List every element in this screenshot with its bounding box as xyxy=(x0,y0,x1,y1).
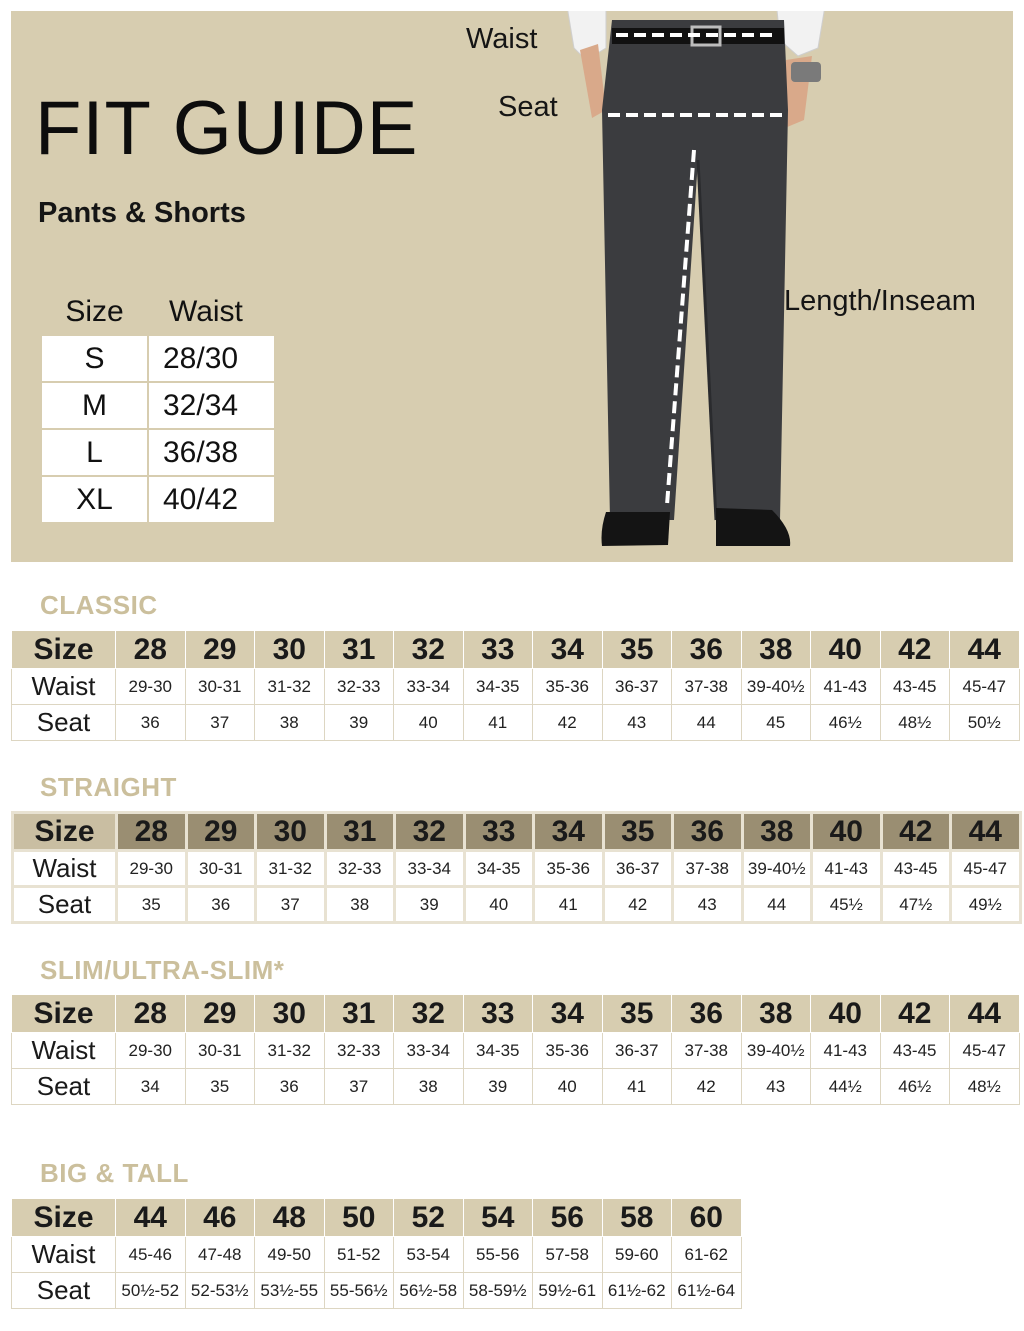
size-cell: 28 xyxy=(116,995,186,1033)
size-cell: 33 xyxy=(463,995,533,1033)
waist-cell: 45-46 xyxy=(116,1237,186,1273)
waist-cell: 33-34 xyxy=(395,851,465,887)
seat-row-label: Seat xyxy=(12,1273,116,1309)
seat-cell: 37 xyxy=(324,1069,394,1105)
waist-row-label: Waist xyxy=(13,851,117,887)
size-cell: 54 xyxy=(463,1199,533,1237)
waist-cell: 59-60 xyxy=(602,1237,672,1273)
size-cell: 48 xyxy=(255,1199,325,1237)
waist-cell: 30-31 xyxy=(186,851,256,887)
size-row xyxy=(12,631,1020,669)
waist-cell: 37-38 xyxy=(672,669,742,705)
size-row-label: Size xyxy=(12,995,116,1033)
size-cell: 42 xyxy=(881,813,951,851)
waist-cell: 49-50 xyxy=(255,1237,325,1273)
seat-cell: 43 xyxy=(741,1069,811,1105)
seat-cell: 39 xyxy=(395,887,465,923)
size-cell: 32 xyxy=(394,631,464,669)
seat-cell: 41 xyxy=(602,1069,672,1105)
waist-cell: 34-35 xyxy=(464,851,534,887)
seat-cell: 40 xyxy=(394,705,464,741)
seat-cell: 50½-52 xyxy=(116,1273,186,1309)
waist-row-label: Waist xyxy=(12,1033,116,1069)
waist-cell: 34-35 xyxy=(463,1033,533,1069)
size-cell: M xyxy=(41,382,148,429)
size-row xyxy=(41,382,275,429)
size-cell: 52 xyxy=(394,1199,464,1237)
seat-cell: 38 xyxy=(394,1069,464,1105)
size-cell: 35 xyxy=(603,813,673,851)
waist-cell: 36-37 xyxy=(603,851,673,887)
waist-cell: 37-38 xyxy=(673,851,743,887)
size-cell: XL xyxy=(41,476,148,523)
seat-row xyxy=(12,1069,1020,1105)
size-cell: 34 xyxy=(533,631,603,669)
waist-cell: 43-45 xyxy=(880,669,950,705)
waist-cell: 41-43 xyxy=(811,1033,881,1069)
waist-cell: 53-54 xyxy=(394,1237,464,1273)
seat-cell: 35 xyxy=(185,1069,255,1105)
size-cell: 29 xyxy=(185,631,255,669)
section-title-slim: SLIM/ULTRA-SLIM* xyxy=(40,955,285,985)
seat-row-label: Seat xyxy=(13,887,117,923)
size-cell: 46 xyxy=(185,1199,255,1237)
waist-row xyxy=(13,851,1021,887)
size-cell: 38 xyxy=(742,813,812,851)
seat-row xyxy=(13,887,1021,923)
waist-cell: 43-45 xyxy=(880,1033,950,1069)
size-cell: 38 xyxy=(741,995,811,1033)
size-cell: 33 xyxy=(463,631,533,669)
waist-cell: 43-45 xyxy=(881,851,951,887)
hero-panel xyxy=(11,11,1013,562)
waist-cell: 57-58 xyxy=(533,1237,603,1273)
seat-cell: 34 xyxy=(116,1069,186,1105)
waist-cell: 45-47 xyxy=(950,1033,1020,1069)
size-row xyxy=(41,476,275,523)
waist-header: Waist xyxy=(148,288,275,335)
size-cell: S xyxy=(41,335,148,382)
waist-cell: 37-38 xyxy=(672,1033,742,1069)
seat-cell: 59½-61 xyxy=(533,1273,603,1309)
size-cell: 31 xyxy=(325,813,395,851)
size-cell: 29 xyxy=(185,995,255,1033)
seat-cell: 56½-58 xyxy=(394,1273,464,1309)
size-cell: 36 xyxy=(672,631,742,669)
seat-cell: 53½-55 xyxy=(255,1273,325,1309)
size-cell: 42 xyxy=(880,631,950,669)
size-waist-header xyxy=(41,288,275,335)
size-cell: 40 xyxy=(812,813,882,851)
seat-label: Seat xyxy=(498,91,558,123)
size-cell: 32 xyxy=(394,995,464,1033)
size-cell: 35 xyxy=(602,995,672,1033)
section-title-classic: CLASSIC xyxy=(40,590,158,620)
size-cell: 44 xyxy=(950,631,1020,669)
seat-cell: 61½-64 xyxy=(672,1273,742,1309)
waist-cell: 33-34 xyxy=(394,1033,464,1069)
seat-cell: 46½ xyxy=(880,1069,950,1105)
seat-row xyxy=(12,1273,742,1309)
seat-cell: 41 xyxy=(463,705,533,741)
size-cell: 33 xyxy=(464,813,534,851)
size-cell: 30 xyxy=(256,813,326,851)
size-cell: 31 xyxy=(324,995,394,1033)
seat-cell: 43 xyxy=(602,705,672,741)
waist-cell: 61-62 xyxy=(672,1237,742,1273)
seat-cell: 43 xyxy=(673,887,743,923)
waist-cell: 32/34 xyxy=(148,382,275,429)
waist-cell: 32-33 xyxy=(325,851,395,887)
waist-row xyxy=(12,1033,1020,1069)
size-cell: 40 xyxy=(811,995,881,1033)
waist-row xyxy=(12,669,1020,705)
length-inseam-label: Length/Inseam xyxy=(784,285,976,317)
size-cell: 40 xyxy=(811,631,881,669)
waist-cell: 47-48 xyxy=(185,1237,255,1273)
waist-cell: 41-43 xyxy=(812,851,882,887)
size-cell: 29 xyxy=(186,813,256,851)
seat-row xyxy=(12,705,1020,741)
slim-size-table xyxy=(11,994,1020,1105)
size-cell: 44 xyxy=(950,995,1020,1033)
waist-cell: 31-32 xyxy=(256,851,326,887)
seat-cell: 55-56½ xyxy=(324,1273,394,1309)
seat-cell: 40 xyxy=(464,887,534,923)
seat-cell: 45 xyxy=(741,705,811,741)
size-row xyxy=(12,995,1020,1033)
size-row-label: Size xyxy=(12,631,116,669)
waist-cell: 31-32 xyxy=(255,669,325,705)
size-cell: 30 xyxy=(255,995,325,1033)
size-cell: 34 xyxy=(533,995,603,1033)
size-cell: L xyxy=(41,429,148,476)
waist-cell: 33-34 xyxy=(394,669,464,705)
seat-cell: 37 xyxy=(256,887,326,923)
size-cell: 60 xyxy=(672,1199,742,1237)
size-cell: 34 xyxy=(534,813,604,851)
seat-cell: 39 xyxy=(463,1069,533,1105)
seat-cell: 42 xyxy=(533,705,603,741)
size-cell: 28 xyxy=(117,813,187,851)
waist-row xyxy=(12,1237,742,1273)
waist-cell: 36-37 xyxy=(602,1033,672,1069)
waist-cell: 31-32 xyxy=(255,1033,325,1069)
seat-cell: 42 xyxy=(672,1069,742,1105)
seat-cell: 42 xyxy=(603,887,673,923)
seat-row-label: Seat xyxy=(12,1069,116,1105)
waist-cell: 32-33 xyxy=(324,669,394,705)
size-row xyxy=(13,813,1021,851)
waist-cell: 29-30 xyxy=(117,851,187,887)
size-cell: 56 xyxy=(533,1199,603,1237)
waist-cell: 51-52 xyxy=(324,1237,394,1273)
waist-cell: 32-33 xyxy=(324,1033,394,1069)
waist-cell: 35-36 xyxy=(533,1033,603,1069)
waist-cell: 36-37 xyxy=(602,669,672,705)
waist-cell: 35-36 xyxy=(534,851,604,887)
waist-cell: 39-40½ xyxy=(741,1033,811,1069)
size-header: Size xyxy=(41,288,148,335)
section-title-big-tall: BIG & TALL xyxy=(40,1158,189,1188)
straight-size-table xyxy=(11,811,1022,924)
size-row xyxy=(41,429,275,476)
waist-cell: 29-30 xyxy=(116,1033,186,1069)
section-title-straight: STRAIGHT xyxy=(40,772,177,802)
size-row xyxy=(12,1199,742,1237)
seat-cell: 35 xyxy=(117,887,187,923)
seat-cell: 52-53½ xyxy=(185,1273,255,1309)
waist-cell: 41-43 xyxy=(811,669,881,705)
waist-cell: 36/38 xyxy=(148,429,275,476)
seat-cell: 36 xyxy=(116,705,186,741)
waist-cell: 55-56 xyxy=(463,1237,533,1273)
seat-cell: 36 xyxy=(186,887,256,923)
size-cell: 30 xyxy=(255,631,325,669)
size-row xyxy=(41,335,275,382)
waist-cell: 39-40½ xyxy=(742,851,812,887)
waist-cell: 40/42 xyxy=(148,476,275,523)
seat-cell: 40 xyxy=(533,1069,603,1105)
size-cell: 42 xyxy=(880,995,950,1033)
seat-cell: 49½ xyxy=(951,887,1021,923)
size-cell: 36 xyxy=(673,813,743,851)
size-cell: 44 xyxy=(951,813,1021,851)
seat-cell: 58-59½ xyxy=(463,1273,533,1309)
size-cell: 28 xyxy=(116,631,186,669)
big-tall-size-table xyxy=(11,1198,742,1309)
seat-cell: 37 xyxy=(185,705,255,741)
seat-cell: 41 xyxy=(534,887,604,923)
size-cell: 31 xyxy=(324,631,394,669)
size-cell: 35 xyxy=(602,631,672,669)
classic-size-table xyxy=(11,630,1020,741)
waist-cell: 35-36 xyxy=(533,669,603,705)
size-cell: 50 xyxy=(324,1199,394,1237)
size-waist-table xyxy=(40,287,276,524)
seat-cell: 36 xyxy=(255,1069,325,1105)
size-cell: 32 xyxy=(395,813,465,851)
seat-cell: 44½ xyxy=(811,1069,881,1105)
seat-cell: 38 xyxy=(325,887,395,923)
seat-cell: 38 xyxy=(255,705,325,741)
waist-row-label: Waist xyxy=(12,669,116,705)
seat-cell: 48½ xyxy=(880,705,950,741)
size-row-label: Size xyxy=(13,813,117,851)
waist-cell: 45-47 xyxy=(951,851,1021,887)
size-cell: 58 xyxy=(602,1199,672,1237)
page-subtitle: Pants & Shorts xyxy=(38,197,246,229)
seat-cell: 44 xyxy=(742,887,812,923)
page-title: FIT GUIDE xyxy=(35,86,419,171)
size-cell: 38 xyxy=(741,631,811,669)
waist-cell: 29-30 xyxy=(116,669,186,705)
seat-cell: 45½ xyxy=(812,887,882,923)
size-cell: 36 xyxy=(672,995,742,1033)
size-row-label: Size xyxy=(12,1199,116,1237)
seat-cell: 61½-62 xyxy=(602,1273,672,1309)
waist-cell: 45-47 xyxy=(950,669,1020,705)
seat-row-label: Seat xyxy=(12,705,116,741)
waist-cell: 39-40½ xyxy=(741,669,811,705)
seat-cell: 47½ xyxy=(881,887,951,923)
seat-cell: 48½ xyxy=(950,1069,1020,1105)
waist-row-label: Waist xyxy=(12,1237,116,1273)
seat-cell: 46½ xyxy=(811,705,881,741)
waist-cell: 28/30 xyxy=(148,335,275,382)
size-cell: 44 xyxy=(116,1199,186,1237)
waist-cell: 30-31 xyxy=(185,669,255,705)
waist-cell: 34-35 xyxy=(463,669,533,705)
waist-label: Waist xyxy=(466,23,538,55)
waist-cell: 30-31 xyxy=(185,1033,255,1069)
seat-cell: 39 xyxy=(324,705,394,741)
seat-cell: 44 xyxy=(672,705,742,741)
seat-cell: 50½ xyxy=(950,705,1020,741)
